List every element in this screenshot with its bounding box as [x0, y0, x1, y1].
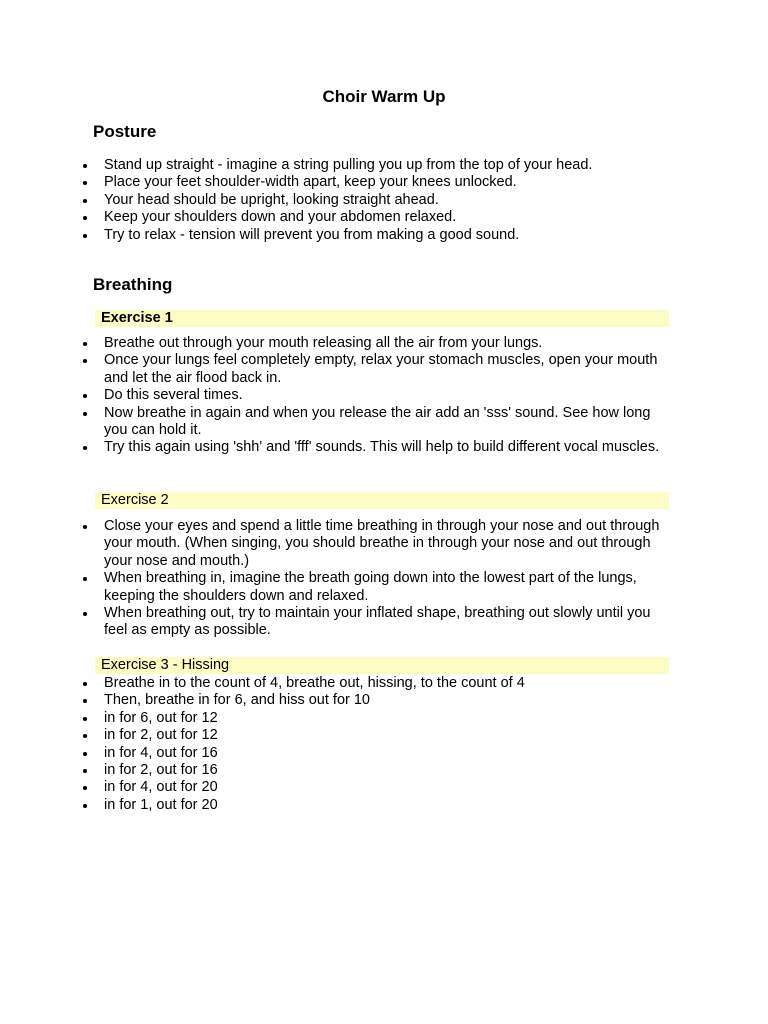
- bullet-icon: [83, 734, 87, 738]
- bullet-icon: [83, 752, 87, 756]
- bullet-icon: [83, 394, 87, 398]
- list-item-text: Your head should be upright, looking straight ahead.: [104, 191, 439, 208]
- list-item: [0, 779, 768, 796]
- list-item-text: Once your lungs feel completely empty, relax your stomach muscles, open your mouth and let the air flood back in.: [104, 352, 658, 386]
- bullet-icon: [83, 234, 87, 238]
- list-item-text: Close your eyes and spend a little time breathing in through your nose and out through your mouth. (When singing, you should breathe in through your nose and out through your nose and mouth.): [104, 518, 660, 569]
- exercise-3-label: Exercise 3 - Hissing: [95, 657, 669, 674]
- list-item: [0, 227, 768, 244]
- list-item-text: Now breathe in again and when you release the air add an 'sss' sound. See how long you can hold it.: [104, 404, 651, 439]
- list-item-text: When breathing out, try to maintain your inflated shape, breathing out slowly until you feel as empty as possible.: [104, 605, 651, 639]
- list-item: [0, 387, 768, 404]
- list-item: [0, 518, 768, 570]
- list-item: [0, 405, 768, 440]
- list-item-text: Breathe in to the count of 4, breathe out, hissing, to the count of 4: [104, 675, 525, 691]
- list-item: [0, 710, 768, 727]
- bullet-icon: [83, 577, 87, 581]
- bullet-icon: [83, 199, 87, 203]
- list-item-text: in for 2, out for 12: [104, 727, 218, 744]
- bullet-icon: [83, 804, 87, 808]
- list-item: [0, 745, 768, 762]
- bullet-icon: [83, 164, 87, 168]
- posture-heading: Posture: [93, 122, 157, 141]
- bullet-icon: [83, 525, 87, 529]
- bullet-icon: [83, 769, 87, 773]
- bullet-icon: [83, 412, 87, 416]
- exercise-1-list: [0, 335, 768, 457]
- exercise-2-list: [0, 518, 768, 640]
- list-item: [0, 352, 768, 387]
- list-item: [0, 192, 768, 209]
- list-item-text: in for 4, out for 20: [104, 779, 218, 796]
- list-item: [0, 675, 768, 692]
- list-item-text: in for 1, out for 20: [104, 796, 218, 813]
- list-item: [0, 727, 768, 744]
- list-item: [0, 605, 768, 640]
- bullet-icon: [83, 717, 87, 721]
- list-item-text: Try to relax - tension will prevent you from making a good sound.: [104, 226, 520, 243]
- bullet-icon: [83, 682, 87, 686]
- list-item-text: in for 4, out for 16: [104, 744, 218, 761]
- list-item: [0, 570, 768, 605]
- exercise-1-label: Exercise 1: [95, 310, 669, 327]
- bullet-icon: [83, 699, 87, 703]
- list-item-text: Breathe out through your mouth releasing all the air from your lungs.: [104, 335, 543, 351]
- page-title: Choir Warm Up: [322, 87, 446, 106]
- bullet-icon: [83, 181, 87, 185]
- bullet-icon: [83, 216, 87, 220]
- list-item-text: Try this again using 'shh' and 'fff' sounds. This will help to build different vocal muscles.: [104, 439, 660, 456]
- list-item-text: in for 6, out for 12: [104, 709, 218, 726]
- posture-list: [0, 157, 768, 244]
- list-item: [0, 762, 768, 779]
- list-item: [0, 174, 768, 191]
- list-item-text: When breathing in, imagine the breath going down into the lowest part of the lungs, keeping the shoulders down and relaxed.: [104, 570, 637, 604]
- list-item: [0, 692, 768, 709]
- bullet-icon: [83, 612, 87, 616]
- list-item: [0, 439, 768, 456]
- list-item: [0, 209, 768, 226]
- exercise-2-label: Exercise 2: [95, 492, 669, 509]
- bullet-icon: [83, 446, 87, 450]
- list-item-text: Place your feet shoulder-width apart, keep your knees unlocked.: [104, 174, 517, 191]
- list-item-text: Do this several times.: [104, 387, 243, 404]
- list-item-text: in for 2, out for 16: [104, 762, 218, 779]
- bullet-icon: [83, 342, 87, 346]
- list-item-text: Keep your shoulders down and your abdomen relaxed.: [104, 209, 457, 226]
- exercise-3-list: [0, 675, 768, 814]
- list-item-text: Stand up straight - imagine a string pulling you up from the top of your head.: [104, 157, 593, 173]
- list-item: [0, 157, 768, 174]
- bullet-icon: [83, 786, 87, 790]
- list-item-text: Then, breathe in for 6, and hiss out for 10: [104, 692, 370, 709]
- list-item: [0, 335, 768, 352]
- bullet-icon: [83, 359, 87, 363]
- list-item: [0, 797, 768, 814]
- breathing-heading: Breathing: [93, 275, 173, 294]
